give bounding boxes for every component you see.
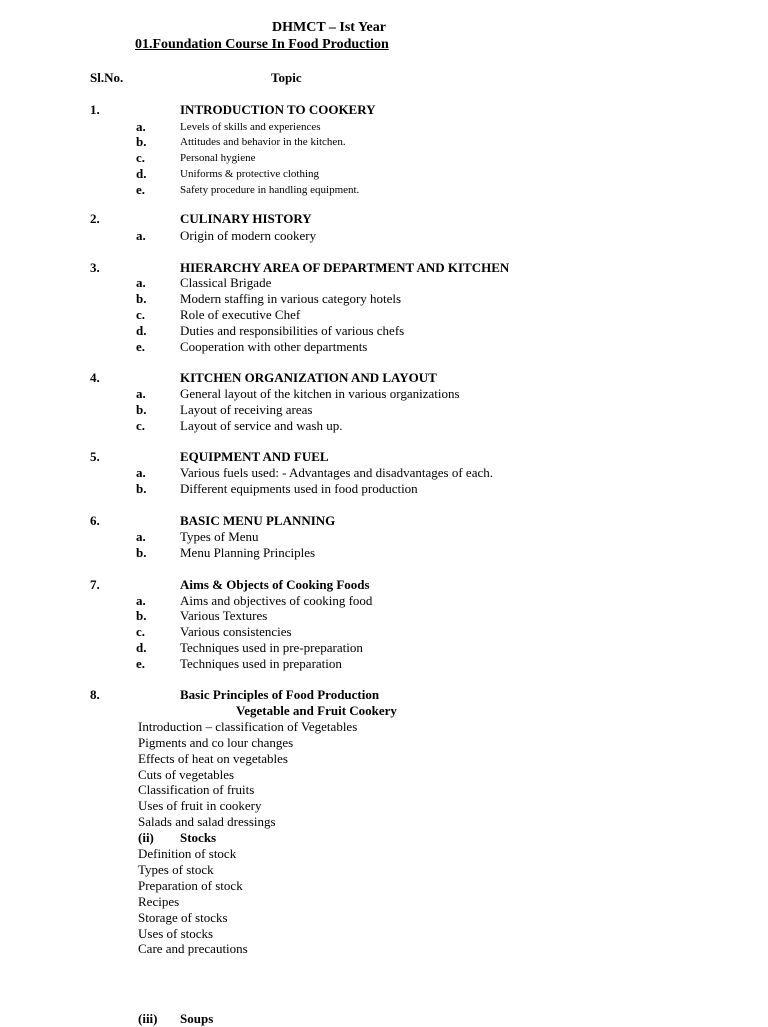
list-item: Storage of stocks [138,910,228,925]
item-letter: a. [136,465,146,480]
list-item: Types of stock [138,862,214,877]
item-letter: d. [136,166,147,181]
list-item: Role of executive Chef [180,307,301,322]
section-subtitle: Vegetable and Fruit Cookery [236,703,397,718]
column-header-slno: Sl.No. [90,70,124,85]
list-item: Classical Brigade [180,275,272,290]
list-item: Types of Menu [180,529,259,544]
list-item: Uniforms & protective clothing [180,168,319,180]
list-item: Definition of stock [138,846,237,861]
item-letter: b. [136,545,147,560]
section-number: 6. [90,513,100,528]
section-title: KITCHEN ORGANIZATION AND LAYOUT [180,370,437,385]
list-item: Care and precautions [138,941,248,956]
list-item: Uses of stocks [138,926,214,941]
subsection-number: (iii) [138,1011,158,1026]
section-title: INTRODUCTION TO COOKERY [180,102,376,117]
list-item: Origin of modern cookery [180,228,317,243]
section-title: CULINARY HISTORY [180,211,312,226]
course-title: 01.Foundation Course In Food Production [135,37,389,52]
list-item: Pigments and co lour changes [138,735,294,750]
item-letter: c. [136,624,146,639]
list-item: Introduction – classification of Vegetables [138,719,358,734]
subsection-number: (ii) [138,830,154,845]
section-number: 3. [90,260,100,275]
item-letter: a. [136,593,146,608]
list-item: Uses of fruit in cookery [138,798,262,813]
list-item: Preparation of stock [138,878,243,893]
subsection-title: Soups [180,1011,214,1026]
list-item: Menu Planning Principles [180,545,316,560]
list-item: Duties and responsibilities of various chefs [180,323,405,338]
item-letter: c. [136,307,146,322]
item-letter: b. [136,608,147,623]
item-letter: b. [136,291,147,306]
section-title: HIERARCHY AREA OF DEPARTMENT AND KITCHEN [180,260,510,275]
list-item: Classification of fruits [138,782,255,797]
list-item: Different equipments used in food production [180,481,418,496]
section-number: 2. [90,211,100,226]
section-title: EQUIPMENT AND FUEL [180,449,329,464]
list-item: Cooperation with other departments [180,339,368,354]
list-item: Aims and objectives of cooking food [180,593,373,608]
item-letter: b. [136,481,147,496]
item-letter: b. [136,134,147,149]
section-title: Aims & Objects of Cooking Foods [180,577,370,592]
section-number: 5. [90,449,100,464]
item-letter: c. [136,418,146,433]
item-letter: b. [136,402,147,417]
section-number: 1. [90,102,100,117]
item-letter: e. [136,182,146,197]
list-item: Safety procedure in handling equipment. [180,184,360,196]
item-letter: a. [136,228,146,243]
list-item: Cuts of vegetables [138,767,235,782]
list-item: Personal hygiene [180,152,256,164]
item-letter: a. [136,275,146,290]
item-letter: e. [136,656,146,671]
list-item: Salads and salad dressings [138,814,276,829]
section-number: 4. [90,370,100,385]
item-letter: a. [136,529,146,544]
list-item: Levels of skills and experiences [180,121,321,133]
list-item: Attitudes and behavior in the kitchen. [180,136,346,148]
item-letter: a. [136,119,146,134]
subsection-title: Stocks [180,830,217,845]
column-header-topic: Topic [271,70,302,85]
section-number: 8. [90,687,100,702]
section-number: 7. [90,577,100,592]
section-title: BASIC MENU PLANNING [180,513,336,528]
list-item: Modern staffing in various category hotels [180,291,402,306]
item-letter: d. [136,323,147,338]
list-item: Various consistencies [180,624,292,639]
list-item: Layout of service and wash up. [180,418,343,433]
item-letter: e. [136,339,146,354]
item-letter: d. [136,640,147,655]
list-item: Techniques used in preparation [180,656,342,671]
list-item: Effects of heat on vegetables [138,751,288,766]
list-item: Techniques used in pre-preparation [180,640,363,655]
list-item: Various fuels used: - Advantages and disadvantages of each. [180,465,493,480]
list-item: Layout of receiving areas [180,402,313,417]
section-title: Basic Principles of Food Production [180,687,380,702]
item-letter: c. [136,150,146,165]
list-item: Recipes [138,894,180,909]
item-letter: a. [136,386,146,401]
list-item: Various Textures [180,608,268,623]
document-title: DHMCT – Ist Year [272,20,386,35]
list-item: General layout of the kitchen in various organizations [180,386,460,401]
